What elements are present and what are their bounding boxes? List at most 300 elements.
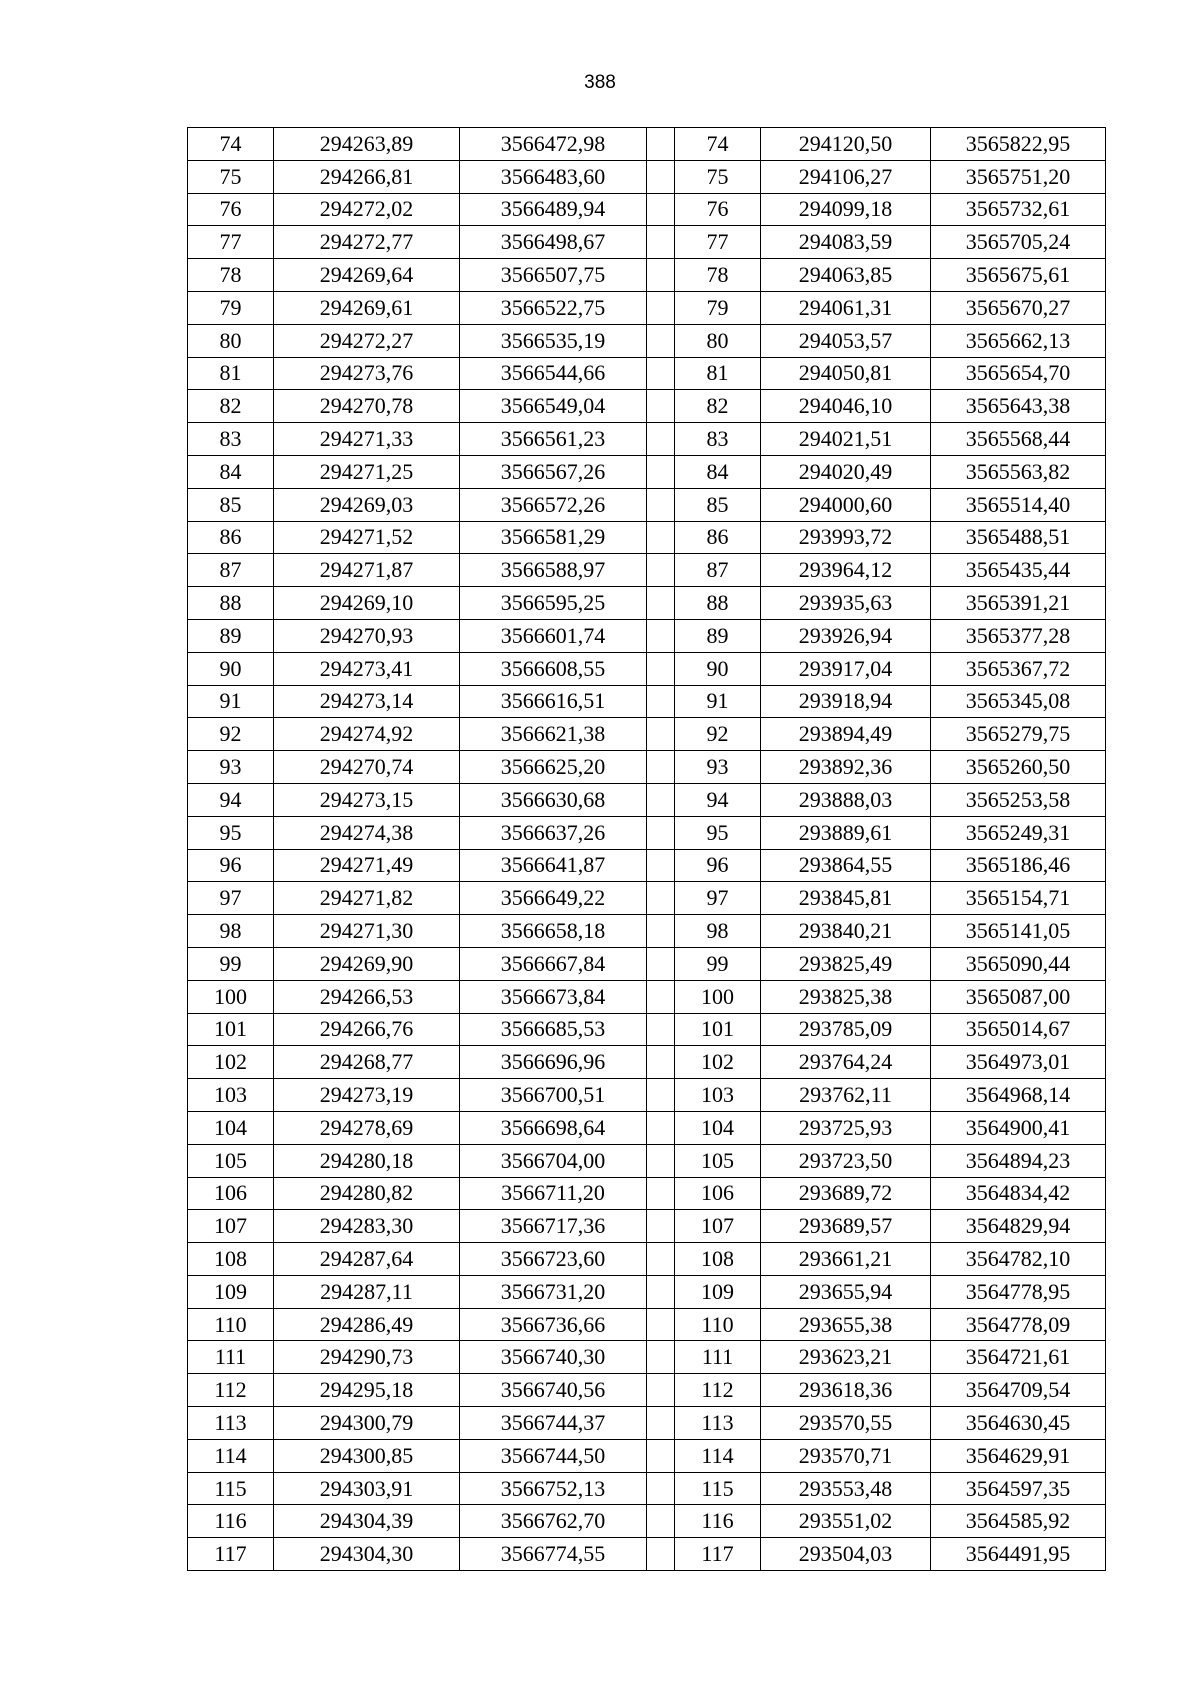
table-row <box>188 1079 1106 1112</box>
right-y-coordinate: 3565391,21 <box>931 587 1106 620</box>
left-point-number: 109 <box>188 1275 274 1308</box>
left-y-coordinate: 3566472,98 <box>460 128 647 161</box>
right-x-coordinate: 294000,60 <box>761 488 931 521</box>
table-row <box>188 128 1106 161</box>
right-x-coordinate: 293723,50 <box>761 1144 931 1177</box>
left-point-number: 113 <box>188 1407 274 1440</box>
right-point-number: 101 <box>675 1013 761 1046</box>
left-y-coordinate: 3566744,50 <box>460 1439 647 1472</box>
table-row <box>188 652 1106 685</box>
column-separator <box>647 1275 675 1308</box>
table-row <box>188 1111 1106 1144</box>
left-point-number: 87 <box>188 554 274 587</box>
column-separator <box>647 1210 675 1243</box>
right-x-coordinate: 293623,21 <box>761 1341 931 1374</box>
column-separator <box>647 259 675 292</box>
right-x-coordinate: 293894,49 <box>761 718 931 751</box>
right-y-coordinate: 3565751,20 <box>931 160 1106 193</box>
right-point-number: 111 <box>675 1341 761 1374</box>
right-x-coordinate: 294083,59 <box>761 226 931 259</box>
left-point-number: 111 <box>188 1341 274 1374</box>
column-separator <box>647 685 675 718</box>
table-row <box>188 619 1106 652</box>
left-y-coordinate: 3566731,20 <box>460 1275 647 1308</box>
left-point-number: 106 <box>188 1177 274 1210</box>
right-x-coordinate: 293661,21 <box>761 1243 931 1276</box>
right-point-number: 105 <box>675 1144 761 1177</box>
left-x-coordinate: 294280,18 <box>274 1144 460 1177</box>
right-x-coordinate: 294021,51 <box>761 423 931 456</box>
column-separator <box>647 783 675 816</box>
right-point-number: 86 <box>675 521 761 554</box>
left-y-coordinate: 3566762,70 <box>460 1505 647 1538</box>
right-x-coordinate: 293918,94 <box>761 685 931 718</box>
right-point-number: 78 <box>675 259 761 292</box>
left-y-coordinate: 3566744,37 <box>460 1407 647 1440</box>
right-x-coordinate: 293840,21 <box>761 915 931 948</box>
table-row <box>188 980 1106 1013</box>
right-y-coordinate: 3565367,72 <box>931 652 1106 685</box>
right-x-coordinate: 293725,93 <box>761 1111 931 1144</box>
right-point-number: 106 <box>675 1177 761 1210</box>
right-y-coordinate: 3564585,92 <box>931 1505 1106 1538</box>
right-y-coordinate: 3564973,01 <box>931 1046 1106 1079</box>
column-separator <box>647 1243 675 1276</box>
table-row <box>188 587 1106 620</box>
column-separator <box>647 1046 675 1079</box>
right-point-number: 81 <box>675 357 761 390</box>
left-x-coordinate: 294304,30 <box>274 1538 460 1571</box>
right-point-number: 112 <box>675 1374 761 1407</box>
right-y-coordinate: 3565654,70 <box>931 357 1106 390</box>
left-y-coordinate: 3566700,51 <box>460 1079 647 1112</box>
table-row <box>188 1013 1106 1046</box>
left-x-coordinate: 294263,89 <box>274 128 460 161</box>
right-y-coordinate: 3564834,42 <box>931 1177 1106 1210</box>
left-point-number: 93 <box>188 751 274 784</box>
right-y-coordinate: 3564778,09 <box>931 1308 1106 1341</box>
right-point-number: 91 <box>675 685 761 718</box>
right-y-coordinate: 3565705,24 <box>931 226 1106 259</box>
left-point-number: 85 <box>188 488 274 521</box>
left-point-number: 76 <box>188 193 274 226</box>
left-x-coordinate: 294300,79 <box>274 1407 460 1440</box>
right-y-coordinate: 3565435,44 <box>931 554 1106 587</box>
table-row <box>188 915 1106 948</box>
left-point-number: 83 <box>188 423 274 456</box>
left-point-number: 78 <box>188 259 274 292</box>
left-y-coordinate: 3566673,84 <box>460 980 647 1013</box>
table-row <box>188 849 1106 882</box>
coordinates-table-body <box>188 128 1106 1571</box>
left-y-coordinate: 3566658,18 <box>460 915 647 948</box>
left-point-number: 115 <box>188 1472 274 1505</box>
right-y-coordinate: 3564630,45 <box>931 1407 1106 1440</box>
left-x-coordinate: 294270,74 <box>274 751 460 784</box>
right-point-number: 75 <box>675 160 761 193</box>
right-y-coordinate: 3564900,41 <box>931 1111 1106 1144</box>
right-x-coordinate: 294046,10 <box>761 390 931 423</box>
right-y-coordinate: 3565253,58 <box>931 783 1106 816</box>
column-separator <box>647 718 675 751</box>
right-x-coordinate: 294020,49 <box>761 455 931 488</box>
left-y-coordinate: 3566717,36 <box>460 1210 647 1243</box>
right-point-number: 92 <box>675 718 761 751</box>
table-row <box>188 1177 1106 1210</box>
right-point-number: 94 <box>675 783 761 816</box>
right-y-coordinate: 3565488,51 <box>931 521 1106 554</box>
table-row <box>188 718 1106 751</box>
left-y-coordinate: 3566774,55 <box>460 1538 647 1571</box>
left-x-coordinate: 294270,78 <box>274 390 460 423</box>
table-row <box>188 1275 1106 1308</box>
left-point-number: 112 <box>188 1374 274 1407</box>
left-point-number: 98 <box>188 915 274 948</box>
right-x-coordinate: 293935,63 <box>761 587 931 620</box>
right-point-number: 117 <box>675 1538 761 1571</box>
right-point-number: 110 <box>675 1308 761 1341</box>
left-x-coordinate: 294266,76 <box>274 1013 460 1046</box>
column-separator <box>647 455 675 488</box>
right-y-coordinate: 3564782,10 <box>931 1243 1106 1276</box>
left-x-coordinate: 294278,69 <box>274 1111 460 1144</box>
left-x-coordinate: 294286,49 <box>274 1308 460 1341</box>
right-point-number: 90 <box>675 652 761 685</box>
left-y-coordinate: 3566630,68 <box>460 783 647 816</box>
right-x-coordinate: 294061,31 <box>761 291 931 324</box>
left-x-coordinate: 294269,10 <box>274 587 460 620</box>
left-point-number: 105 <box>188 1144 274 1177</box>
right-x-coordinate: 294099,18 <box>761 193 931 226</box>
left-point-number: 79 <box>188 291 274 324</box>
left-point-number: 100 <box>188 980 274 1013</box>
left-point-number: 90 <box>188 652 274 685</box>
right-point-number: 100 <box>675 980 761 1013</box>
left-x-coordinate: 294266,81 <box>274 160 460 193</box>
right-point-number: 98 <box>675 915 761 948</box>
left-x-coordinate: 294300,85 <box>274 1439 460 1472</box>
table-row <box>188 1472 1106 1505</box>
column-separator <box>647 1144 675 1177</box>
right-x-coordinate: 293785,09 <box>761 1013 931 1046</box>
table-row <box>188 1538 1106 1571</box>
table-row <box>188 1046 1106 1079</box>
left-point-number: 94 <box>188 783 274 816</box>
left-y-coordinate: 3566522,75 <box>460 291 647 324</box>
left-point-number: 116 <box>188 1505 274 1538</box>
right-x-coordinate: 293845,81 <box>761 882 931 915</box>
left-y-coordinate: 3566567,26 <box>460 455 647 488</box>
column-separator <box>647 1407 675 1440</box>
left-y-coordinate: 3566616,51 <box>460 685 647 718</box>
left-point-number: 117 <box>188 1538 274 1571</box>
left-point-number: 110 <box>188 1308 274 1341</box>
column-separator <box>647 488 675 521</box>
left-point-number: 82 <box>188 390 274 423</box>
right-point-number: 107 <box>675 1210 761 1243</box>
left-point-number: 102 <box>188 1046 274 1079</box>
right-x-coordinate: 293917,04 <box>761 652 931 685</box>
right-x-coordinate: 293689,57 <box>761 1210 931 1243</box>
left-point-number: 75 <box>188 160 274 193</box>
left-x-coordinate: 294271,25 <box>274 455 460 488</box>
left-y-coordinate: 3566498,67 <box>460 226 647 259</box>
table-row <box>188 259 1106 292</box>
right-y-coordinate: 3565662,13 <box>931 324 1106 357</box>
column-separator <box>647 1374 675 1407</box>
left-y-coordinate: 3566535,19 <box>460 324 647 357</box>
column-separator <box>647 193 675 226</box>
right-point-number: 77 <box>675 226 761 259</box>
right-y-coordinate: 3564829,94 <box>931 1210 1106 1243</box>
left-x-coordinate: 294270,93 <box>274 619 460 652</box>
right-y-coordinate: 3565260,50 <box>931 751 1106 784</box>
table-row <box>188 882 1106 915</box>
table-row <box>188 455 1106 488</box>
right-point-number: 103 <box>675 1079 761 1112</box>
left-point-number: 107 <box>188 1210 274 1243</box>
table-row <box>188 357 1106 390</box>
right-point-number: 79 <box>675 291 761 324</box>
left-x-coordinate: 294303,91 <box>274 1472 460 1505</box>
right-x-coordinate: 293888,03 <box>761 783 931 816</box>
left-y-coordinate: 3566572,26 <box>460 488 647 521</box>
right-y-coordinate: 3564968,14 <box>931 1079 1106 1112</box>
left-x-coordinate: 294271,49 <box>274 849 460 882</box>
right-y-coordinate: 3565822,95 <box>931 128 1106 161</box>
left-y-coordinate: 3566601,74 <box>460 619 647 652</box>
right-y-coordinate: 3565670,27 <box>931 291 1106 324</box>
column-separator <box>647 915 675 948</box>
column-separator <box>647 1013 675 1046</box>
right-y-coordinate: 3565249,31 <box>931 816 1106 849</box>
table-row <box>188 685 1106 718</box>
left-y-coordinate: 3566544,66 <box>460 357 647 390</box>
right-y-coordinate: 3565154,71 <box>931 882 1106 915</box>
table-row <box>188 521 1106 554</box>
left-y-coordinate: 3566696,96 <box>460 1046 647 1079</box>
column-separator <box>647 1341 675 1374</box>
right-y-coordinate: 3565377,28 <box>931 619 1106 652</box>
right-point-number: 97 <box>675 882 761 915</box>
column-separator <box>647 324 675 357</box>
right-y-coordinate: 3565643,38 <box>931 390 1106 423</box>
right-point-number: 109 <box>675 1275 761 1308</box>
right-x-coordinate: 294106,27 <box>761 160 931 193</box>
left-x-coordinate: 294274,38 <box>274 816 460 849</box>
left-x-coordinate: 294271,87 <box>274 554 460 587</box>
table-row <box>188 751 1106 784</box>
left-point-number: 91 <box>188 685 274 718</box>
column-separator <box>647 980 675 1013</box>
left-x-coordinate: 294268,77 <box>274 1046 460 1079</box>
left-x-coordinate: 294266,53 <box>274 980 460 1013</box>
table-row <box>188 1144 1106 1177</box>
right-y-coordinate: 3565563,82 <box>931 455 1106 488</box>
right-y-coordinate: 3565279,75 <box>931 718 1106 751</box>
left-point-number: 103 <box>188 1079 274 1112</box>
left-y-coordinate: 3566667,84 <box>460 947 647 980</box>
right-point-number: 74 <box>675 128 761 161</box>
right-point-number: 116 <box>675 1505 761 1538</box>
right-y-coordinate: 3565675,61 <box>931 259 1106 292</box>
column-separator <box>647 849 675 882</box>
right-x-coordinate: 293993,72 <box>761 521 931 554</box>
left-x-coordinate: 294274,92 <box>274 718 460 751</box>
right-point-number: 89 <box>675 619 761 652</box>
left-y-coordinate: 3566489,94 <box>460 193 647 226</box>
right-y-coordinate: 3565014,67 <box>931 1013 1106 1046</box>
table-row <box>188 1243 1106 1276</box>
right-x-coordinate: 294063,85 <box>761 259 931 292</box>
left-x-coordinate: 294271,33 <box>274 423 460 456</box>
left-y-coordinate: 3566740,30 <box>460 1341 647 1374</box>
left-y-coordinate: 3566625,20 <box>460 751 647 784</box>
left-y-coordinate: 3566698,64 <box>460 1111 647 1144</box>
right-y-coordinate: 3564721,61 <box>931 1341 1106 1374</box>
right-y-coordinate: 3564778,95 <box>931 1275 1106 1308</box>
right-point-number: 113 <box>675 1407 761 1440</box>
column-separator <box>647 1079 675 1112</box>
right-x-coordinate: 293764,24 <box>761 1046 931 1079</box>
right-y-coordinate: 3564491,95 <box>931 1538 1106 1571</box>
left-point-number: 101 <box>188 1013 274 1046</box>
table-row <box>188 193 1106 226</box>
column-separator <box>647 1111 675 1144</box>
left-y-coordinate: 3566740,56 <box>460 1374 647 1407</box>
right-x-coordinate: 293504,03 <box>761 1538 931 1571</box>
column-separator <box>647 1177 675 1210</box>
left-point-number: 80 <box>188 324 274 357</box>
column-separator <box>647 1439 675 1472</box>
right-point-number: 96 <box>675 849 761 882</box>
left-point-number: 77 <box>188 226 274 259</box>
left-x-coordinate: 294273,76 <box>274 357 460 390</box>
right-point-number: 88 <box>675 587 761 620</box>
left-y-coordinate: 3566711,20 <box>460 1177 647 1210</box>
right-x-coordinate: 293655,94 <box>761 1275 931 1308</box>
column-separator <box>647 128 675 161</box>
right-x-coordinate: 293553,48 <box>761 1472 931 1505</box>
right-x-coordinate: 293864,55 <box>761 849 931 882</box>
column-separator <box>647 357 675 390</box>
left-y-coordinate: 3566507,75 <box>460 259 647 292</box>
left-point-number: 92 <box>188 718 274 751</box>
left-x-coordinate: 294287,11 <box>274 1275 460 1308</box>
left-y-coordinate: 3566588,97 <box>460 554 647 587</box>
table-row <box>188 390 1106 423</box>
column-separator <box>647 554 675 587</box>
column-separator <box>647 751 675 784</box>
left-point-number: 74 <box>188 128 274 161</box>
left-x-coordinate: 294271,30 <box>274 915 460 948</box>
column-separator <box>647 619 675 652</box>
page-number: 388 <box>584 72 616 93</box>
left-y-coordinate: 3566752,13 <box>460 1472 647 1505</box>
column-separator <box>647 652 675 685</box>
right-y-coordinate: 3564709,54 <box>931 1374 1106 1407</box>
column-separator <box>647 1472 675 1505</box>
right-y-coordinate: 3565141,05 <box>931 915 1106 948</box>
right-x-coordinate: 293551,02 <box>761 1505 931 1538</box>
left-y-coordinate: 3566736,66 <box>460 1308 647 1341</box>
left-x-coordinate: 294287,64 <box>274 1243 460 1276</box>
left-point-number: 97 <box>188 882 274 915</box>
right-y-coordinate: 3565514,40 <box>931 488 1106 521</box>
left-y-coordinate: 3566595,25 <box>460 587 647 620</box>
left-x-coordinate: 294272,27 <box>274 324 460 357</box>
right-x-coordinate: 293618,36 <box>761 1374 931 1407</box>
column-separator <box>647 1505 675 1538</box>
left-x-coordinate: 294271,52 <box>274 521 460 554</box>
right-x-coordinate: 293964,12 <box>761 554 931 587</box>
left-x-coordinate: 294269,61 <box>274 291 460 324</box>
table-row <box>188 160 1106 193</box>
table-row <box>188 1439 1106 1472</box>
left-point-number: 99 <box>188 947 274 980</box>
left-y-coordinate: 3566641,87 <box>460 849 647 882</box>
left-x-coordinate: 294295,18 <box>274 1374 460 1407</box>
right-x-coordinate: 293655,38 <box>761 1308 931 1341</box>
table-row <box>188 783 1106 816</box>
right-x-coordinate: 294120,50 <box>761 128 931 161</box>
column-separator <box>647 226 675 259</box>
left-x-coordinate: 294273,41 <box>274 652 460 685</box>
column-separator <box>647 291 675 324</box>
right-x-coordinate: 293762,11 <box>761 1079 931 1112</box>
right-point-number: 82 <box>675 390 761 423</box>
right-y-coordinate: 3565568,44 <box>931 423 1106 456</box>
table-row <box>188 1308 1106 1341</box>
left-point-number: 81 <box>188 357 274 390</box>
right-x-coordinate: 293570,55 <box>761 1407 931 1440</box>
right-point-number: 114 <box>675 1439 761 1472</box>
column-separator <box>647 1538 675 1571</box>
left-y-coordinate: 3566483,60 <box>460 160 647 193</box>
right-x-coordinate: 293889,61 <box>761 816 931 849</box>
table-row <box>188 1341 1106 1374</box>
left-x-coordinate: 294269,03 <box>274 488 460 521</box>
left-point-number: 95 <box>188 816 274 849</box>
right-point-number: 80 <box>675 324 761 357</box>
column-separator <box>647 1308 675 1341</box>
left-x-coordinate: 294280,82 <box>274 1177 460 1210</box>
right-point-number: 99 <box>675 947 761 980</box>
left-y-coordinate: 3566561,23 <box>460 423 647 456</box>
table-row <box>188 554 1106 587</box>
column-separator <box>647 521 675 554</box>
right-point-number: 84 <box>675 455 761 488</box>
right-point-number: 104 <box>675 1111 761 1144</box>
right-y-coordinate: 3565732,61 <box>931 193 1106 226</box>
coordinates-table <box>187 127 1106 1571</box>
table-row <box>188 1210 1106 1243</box>
right-y-coordinate: 3564629,91 <box>931 1439 1106 1472</box>
right-y-coordinate: 3564597,35 <box>931 1472 1106 1505</box>
left-point-number: 114 <box>188 1439 274 1472</box>
left-point-number: 88 <box>188 587 274 620</box>
left-y-coordinate: 3566723,60 <box>460 1243 647 1276</box>
column-separator <box>647 947 675 980</box>
left-point-number: 84 <box>188 455 274 488</box>
right-point-number: 115 <box>675 1472 761 1505</box>
right-x-coordinate: 293570,71 <box>761 1439 931 1472</box>
right-point-number: 87 <box>675 554 761 587</box>
column-separator <box>647 160 675 193</box>
right-point-number: 102 <box>675 1046 761 1079</box>
table-row <box>188 423 1106 456</box>
column-separator <box>647 816 675 849</box>
